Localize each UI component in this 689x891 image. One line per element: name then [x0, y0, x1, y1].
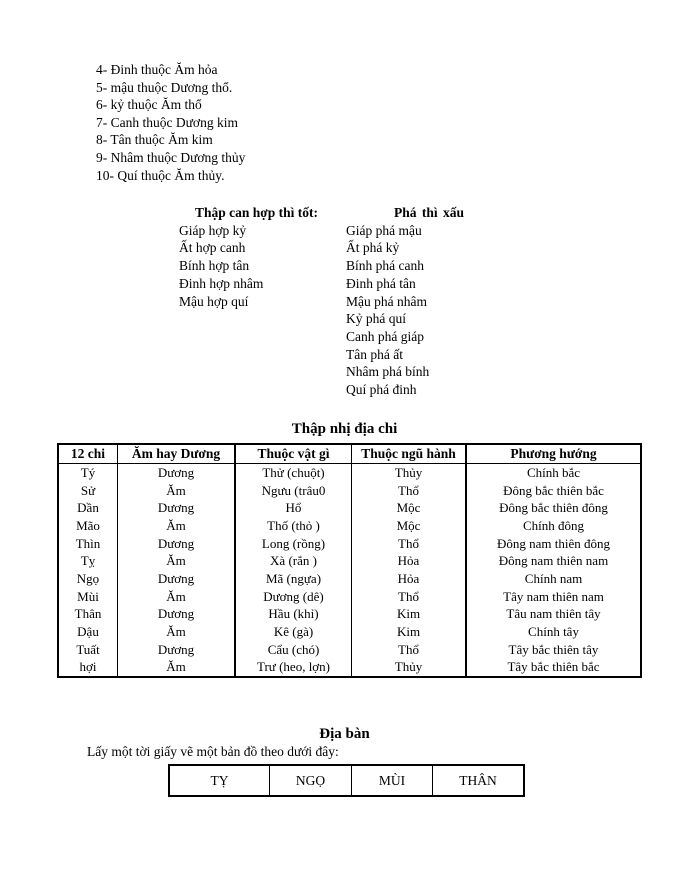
diaban-table — [168, 764, 525, 797]
table-cell: Thổ — [352, 535, 467, 553]
bad-pair-item: Canh phá giáp — [346, 328, 424, 344]
good-pair-item: Mậu hợp quí — [179, 293, 249, 309]
diaban-instruction: Lấy một tời giấy vẽ một bản đồ theo dưới đây: — [87, 744, 339, 759]
table-header-cell: Thuộc vật gì — [235, 444, 352, 464]
zodiac-header-row — [58, 444, 641, 464]
table-cell: Dương — [118, 535, 236, 553]
table-cell: Long (rồng) — [235, 535, 352, 553]
table-row — [58, 499, 641, 517]
good-pair-item: Bính hợp tân — [179, 258, 250, 274]
table-cell: Hỏa — [352, 552, 467, 570]
bad-pair-item: Nhâm phá bính — [346, 364, 430, 380]
table-cell: Đông bắc thiên đông — [466, 499, 641, 517]
table-header-cell: Thuộc ngũ hành — [352, 444, 467, 464]
table-cell: Đông nam thiên nam — [466, 552, 641, 570]
diaban-row — [169, 765, 524, 796]
bad-pair-item: Mậu phá nhâm — [346, 293, 427, 309]
table-cell: Tây bắc thiên tây — [466, 641, 641, 659]
bad-pair-item: Tân phá ất — [346, 346, 403, 362]
table-row — [58, 552, 641, 570]
table-cell: Ăm — [118, 482, 236, 500]
stem-list — [96, 61, 245, 184]
table-cell: Hầu (khỉ) — [235, 606, 352, 624]
column-header-good: Thập can hợp thì tốt: — [195, 205, 319, 220]
table-row — [58, 641, 641, 659]
table-cell: Xà (rắn ) — [235, 552, 352, 570]
table-cell: Tỵ — [80, 553, 96, 569]
table-cell: Tý — [80, 464, 96, 480]
table-cell: Ngọ — [76, 570, 100, 586]
bad-pair-item: Giáp phá mậu — [346, 222, 422, 238]
list-item: 5- mậu thuộc Dương thổ. — [96, 79, 233, 95]
table-cell: Dậu — [77, 624, 99, 640]
table-cell: Thổ — [352, 588, 467, 606]
table-row — [58, 517, 641, 535]
table-cell: Hỏa — [352, 570, 467, 588]
table-cell: Mùi — [77, 588, 99, 604]
good-pair-item: Giáp hợp kỷ — [179, 222, 247, 238]
table-cell: Mộc — [352, 499, 467, 517]
table-cell: Kim — [352, 606, 467, 624]
bad-list — [346, 222, 464, 399]
table-header-cell: Phương hướng — [466, 444, 641, 464]
table-cell: Dương — [118, 464, 236, 482]
table-cell: Mộc — [352, 517, 467, 535]
column-header-bad: Phá thì xấu — [394, 205, 465, 220]
list-item: 8- Tân thuộc Ăm kim — [96, 132, 213, 148]
table-cell: Chính bắc — [466, 464, 641, 482]
table-cell: Dương (dê) — [235, 588, 352, 606]
good-list — [179, 222, 318, 311]
table-cell: Tâu nam thiên tây — [466, 606, 641, 624]
bad-pair-item: Kỷ phá quí — [346, 311, 406, 327]
table-cell: Thổ — [352, 641, 467, 659]
table-cell: Dương — [118, 641, 236, 659]
table-cell: Sử — [80, 482, 96, 498]
table-cell: Tây bắc thiên bắc — [466, 659, 641, 678]
good-pairs-column — [179, 204, 318, 310]
table-cell: Ăm — [118, 517, 236, 535]
zodiac-table — [57, 443, 642, 678]
table-row — [58, 623, 641, 641]
table-cell: Dương — [118, 606, 236, 624]
table-cell: Đông bắc thiên bắc — [466, 482, 641, 500]
table-cell: Chính tây — [466, 623, 641, 641]
table-header-cell: Ăm hay Dương — [118, 444, 236, 464]
table-row — [58, 464, 641, 482]
table-cell: Trư (heo, lợn) — [235, 659, 352, 678]
table-header-cell: 12 chi — [58, 444, 118, 464]
table-cell: Thủy — [352, 464, 467, 482]
table-cell: Ăm — [118, 623, 236, 641]
diaban-cell: TỴ — [210, 772, 229, 788]
table-cell: Thủy — [352, 659, 467, 678]
table-cell: Tây nam thiên nam — [466, 588, 641, 606]
table-cell: Thổ — [352, 482, 467, 500]
table-cell: Tuất — [76, 641, 100, 657]
table-cell: Ăm — [118, 588, 236, 606]
table-cell: Dương — [118, 570, 236, 588]
good-pair-item: Ất hợp canh — [179, 240, 246, 256]
table-cell: Thìn — [75, 535, 101, 551]
zodiac-table-title: Thập nhị địa chi — [291, 421, 398, 437]
table-cell: Đông nam thiên đông — [466, 535, 641, 553]
table-row — [58, 659, 641, 678]
good-pair-item: Đinh hợp nhâm — [179, 275, 264, 291]
diaban-cell: MÙI — [352, 765, 433, 796]
bad-pair-item: Đinh phá tân — [346, 275, 416, 291]
bad-pair-item: Bính phá canh — [346, 258, 424, 274]
list-item: 10- Quí thuộc Ăm thủy. — [96, 167, 225, 183]
table-cell: hợi — [79, 659, 97, 675]
table-cell: Ăm — [118, 659, 236, 678]
table-cell: Cẩu (chó) — [235, 641, 352, 659]
table-cell: Ăm — [118, 552, 236, 570]
table-cell: Mã (ngựa) — [235, 570, 352, 588]
bad-pair-item: Ất phá kỷ — [346, 240, 400, 256]
table-row — [58, 535, 641, 553]
table-cell: Hổ — [235, 499, 352, 517]
diaban-title: Địa bàn — [319, 726, 370, 742]
table-cell: Kim — [352, 623, 467, 641]
table-cell: Chính đông — [466, 517, 641, 535]
table-row — [58, 606, 641, 624]
table-cell: Dương — [118, 499, 236, 517]
table-row — [58, 482, 641, 500]
diaban-cell: THÂN — [433, 765, 525, 796]
table-cell: Thân — [74, 606, 102, 622]
table-row — [58, 588, 641, 606]
list-item: 9- Nhâm thuộc Dương thủy — [96, 149, 246, 165]
bad-pairs-column — [346, 204, 464, 399]
diaban-cell: NGỌ — [270, 765, 352, 796]
table-cell: Mão — [76, 517, 100, 533]
table-cell: Chính nam — [466, 570, 641, 588]
list-item: 7- Canh thuộc Dương kim — [96, 114, 238, 130]
table-cell: Thử (chuột) — [235, 464, 352, 482]
table-cell: Ngưu (trâu0 — [235, 482, 352, 500]
table-cell: Kê (gà) — [235, 623, 352, 641]
zodiac-table-body — [58, 464, 641, 678]
list-item: 6- kỷ thuộc Ăm thổ — [96, 97, 202, 113]
bad-pair-item: Quí phá đinh — [346, 382, 417, 398]
table-cell: Thố (thỏ ) — [235, 517, 352, 535]
list-item: 4- Đinh thuộc Ăm hỏa — [96, 62, 218, 77]
table-row — [58, 570, 641, 588]
table-cell: Dần — [77, 500, 99, 516]
